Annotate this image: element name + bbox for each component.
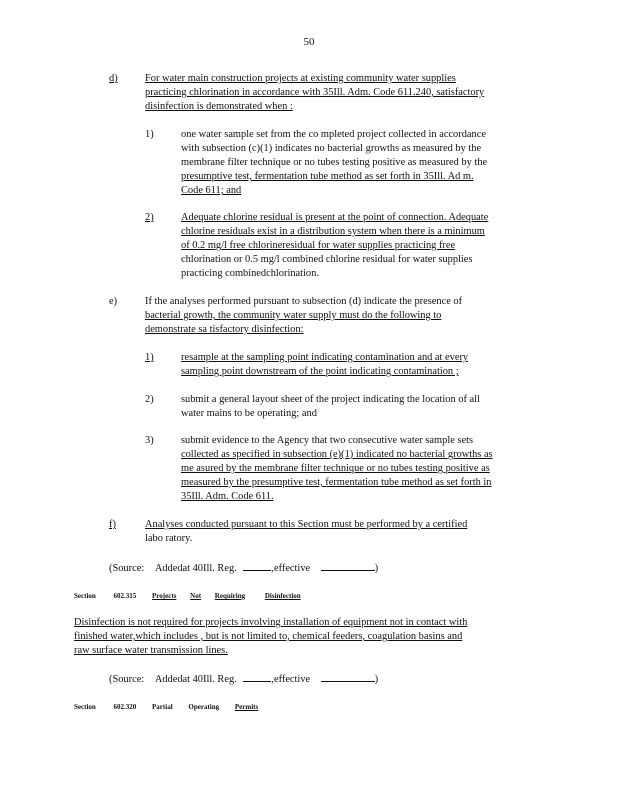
item-d-line-1: For water main construction projects at existing community water supplies	[145, 73, 456, 84]
subitem-d2-line-3: of 0.2 mg/l free chlorineresidual for water supplies practicing free	[181, 240, 456, 251]
subitem-e3-line-4: measured by the presumptive test, fermentation tube method as set forth in	[181, 477, 492, 488]
subitem-e3-line-5: 35Ill. Adm. Code 611.	[181, 491, 274, 502]
subitem-d1-line-1: one water sample set from the co mpleted project collected in accordance	[181, 129, 486, 140]
subitem-marker-e2: 2)	[145, 394, 154, 405]
subitem-e3-line-3: me asured by the membrane filter technique or no tubes testing positive as	[181, 463, 490, 474]
register-blank	[243, 560, 271, 571]
subitem-e1-line-1: resample at the sampling point indicating contamination and at every	[181, 352, 469, 363]
section-320-heading	[74, 702, 266, 712]
subitem-marker-d1: 1)	[145, 129, 154, 140]
source-note-2	[109, 671, 378, 687]
section-title-word: Requiring	[214, 592, 246, 600]
section-title-word: Projects	[152, 592, 177, 600]
source-note-1	[109, 560, 378, 576]
subitem-marker-d2: 2)	[145, 212, 154, 223]
source-note-added: Addedat 40Ill. Reg.	[154, 563, 237, 574]
subitem-e3-line-2: collected as specified in subsection (e)(1) indicated no bacterial growths as	[181, 449, 493, 460]
subitem-e2-line-2: water mains to be operating; and	[181, 408, 317, 419]
section-word: Section	[74, 592, 96, 600]
subitem-d2-line-2: chlorine residuals exist in a distribution system when there is a minimum	[181, 226, 485, 237]
source-note-prefix: (Source:	[109, 563, 145, 574]
item-e-line-3: demonstrate sa tisfactory disinfection:	[145, 324, 304, 335]
item-d-line-3: disinfection is demonstrated when :	[145, 101, 293, 112]
section-title-word: Not	[190, 592, 202, 600]
source-note-effective: ,effective	[271, 674, 311, 685]
item-e-line-1: If the analyses performed pursuant to subsection (d) indicate the presence of	[145, 296, 463, 307]
subitem-e2-line-1: submit a general layout sheet of the project indicating the location of all	[181, 394, 480, 405]
section-number: 602.315	[113, 592, 137, 600]
section-title-word: Operating	[188, 703, 220, 711]
page-number: 50	[303, 36, 315, 48]
section-title-word: Permits	[234, 703, 259, 711]
subitem-d1-line-3: membrane filter technique or no tubes testing positive as measured by the	[181, 157, 488, 168]
subitem-marker-e1: 1)	[145, 352, 154, 363]
subitem-e1-line-2: sampling point downstream of the point indicating contamination ;	[181, 366, 459, 377]
source-note-close: )	[374, 563, 379, 574]
section-315-body-line-1: Disinfection is not required for projects involving installation of equipment not in contact with	[74, 617, 468, 628]
section-315-body-line-2: finished water,which includes , but is not limited to, chemical feeders, coagulation basins and	[74, 631, 463, 642]
item-marker-d: d)	[109, 73, 118, 84]
subitem-d2-line-1: Adequate chlorine residual is present at the point of connection. Adequate	[181, 212, 489, 223]
subitem-d1-line-5: Code 611; and	[181, 185, 242, 196]
effective-date-blank	[321, 560, 375, 571]
item-e-line-2: bacterial growth, the community water supply must do the following to	[145, 310, 442, 321]
section-title-word: Partial	[152, 703, 173, 711]
source-note-effective: ,effective	[271, 563, 311, 574]
section-title-word: Disinfection	[264, 592, 301, 600]
item-d-line-2: practicing chlorination in accordance with 35Ill. Adm. Code 611.240, satisfactory	[145, 87, 485, 98]
register-blank	[243, 671, 271, 682]
section-315-heading	[74, 591, 301, 601]
item-f-line-1: Analyses conducted pursuant to this Section must be performed by a certified	[145, 519, 468, 530]
effective-date-blank	[321, 671, 375, 682]
item-f-line-2: labo ratory.	[145, 533, 193, 544]
item-marker-e: e)	[109, 296, 118, 307]
source-note-close: )	[374, 674, 379, 685]
subitem-d1-line-4: presumptive test, fermentation tube method as set forth in 35Ill. Ad m.	[181, 171, 474, 182]
item-marker-f: f)	[109, 519, 116, 530]
subitem-e3-line-1: submit evidence to the Agency that two consecutive water sample sets	[181, 435, 474, 446]
subitem-d2-line-4: chlorination or 0.5 mg/l combined chlorine residual for water supplies	[181, 254, 473, 265]
section-315-body-line-3: raw surface water transmission lines.	[74, 645, 228, 656]
source-note-added: Addedat 40Ill. Reg.	[154, 674, 237, 685]
subitem-d1-line-2: with subsection (c)(1) indicates no bacterial growths as measured by the	[181, 143, 482, 154]
source-note-prefix: (Source:	[109, 674, 145, 685]
subitem-marker-e3: 3)	[145, 435, 154, 446]
section-number: 602.320	[113, 703, 137, 711]
section-word: Section	[74, 703, 96, 711]
subitem-d2-line-5: practicing combinedchlorination.	[181, 268, 319, 279]
